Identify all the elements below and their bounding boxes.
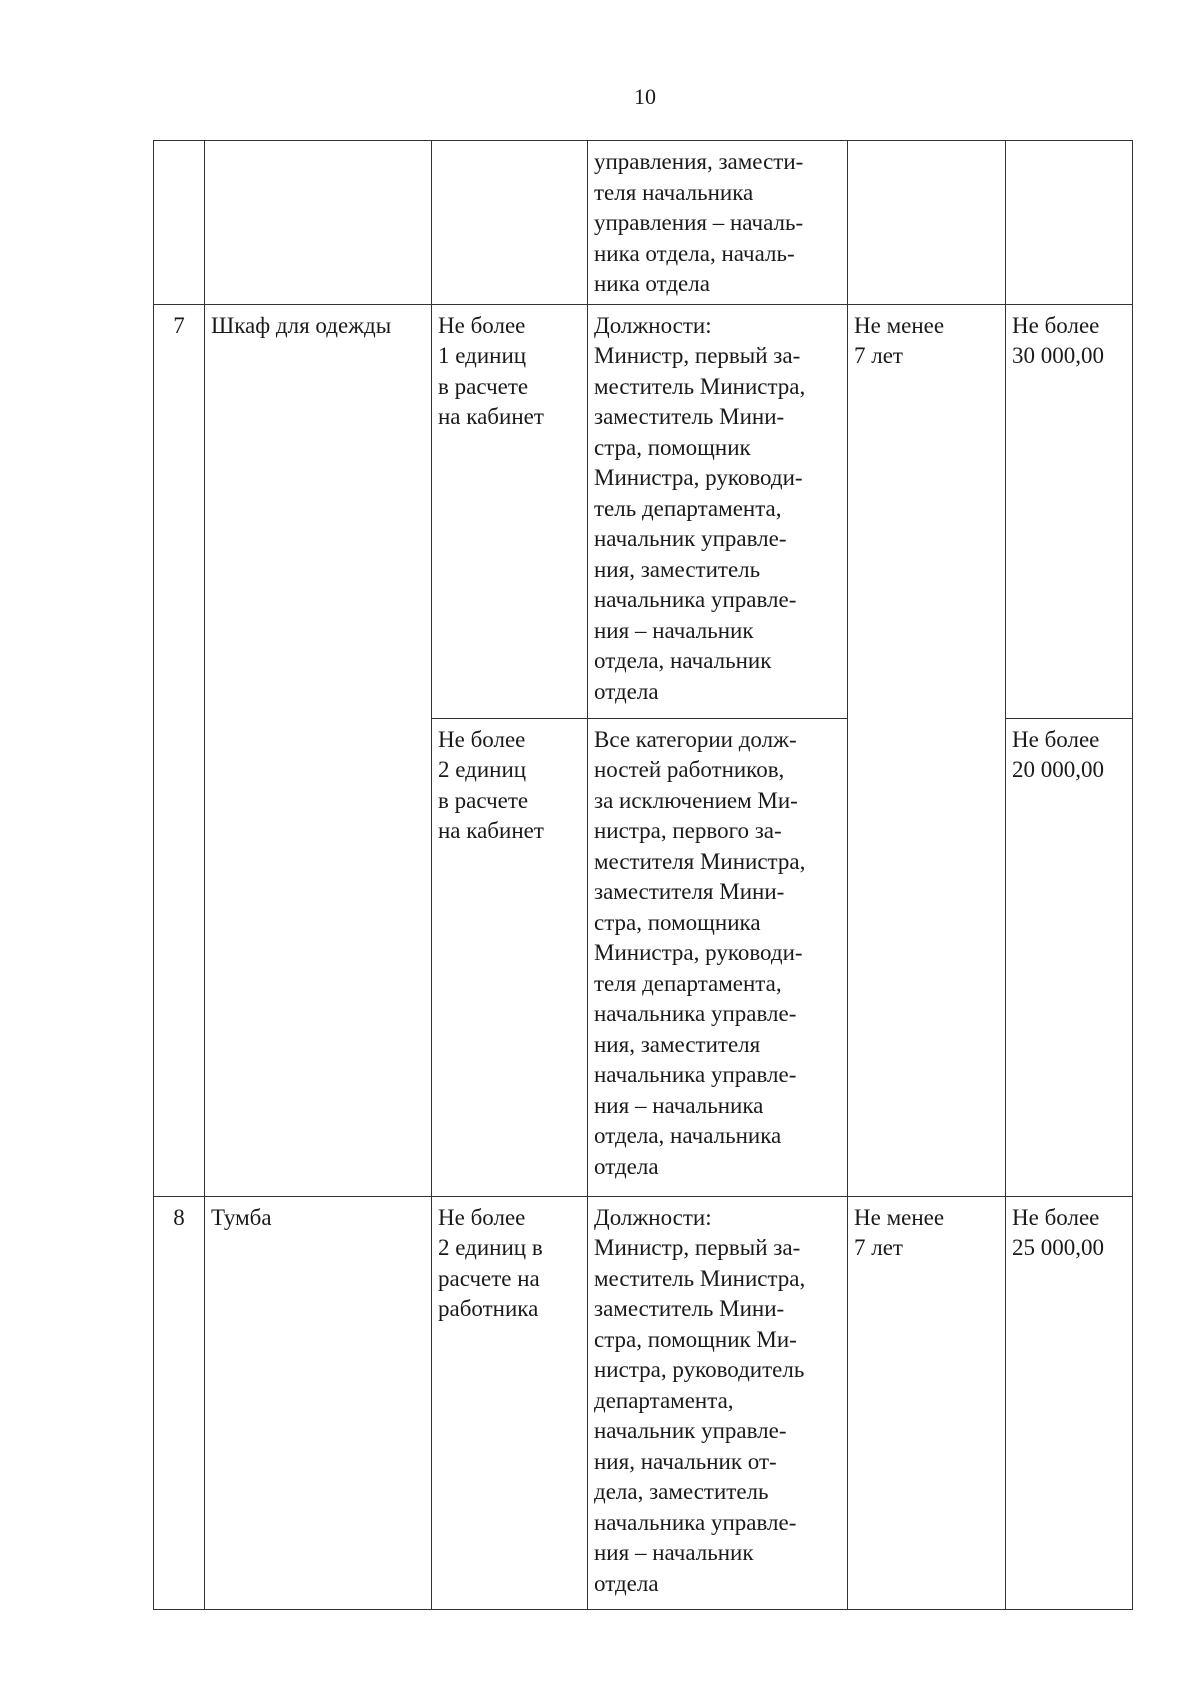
- cell-quantity: [432, 141, 588, 305]
- table-row-continuation: [154, 141, 1133, 305]
- cell-positions: Все категории долж- ностей работников, за исключением Ми- нистра, первого за- местителя Министра, заместителя Мини- стра, помощника Министра, руководи- теля департамента, начальника управле- ния, заместителя начальника управле- ния – начальника отдела, начальника отдела: [588, 718, 848, 1196]
- page-number: 10: [634, 84, 656, 109]
- cell-price: [1006, 141, 1133, 305]
- cell-quantity: Не более 2 единиц в расчете на кабинет: [432, 718, 588, 1196]
- cell-number: 8: [154, 1196, 205, 1609]
- cell-price: Не более 25 000,00: [1006, 1196, 1133, 1609]
- cell-name: Тумба: [205, 1196, 432, 1609]
- cell-quantity: Не более 2 единиц в расчете на работника: [432, 1196, 588, 1609]
- cell-term: [848, 141, 1006, 305]
- cell-name: [205, 141, 432, 305]
- norms-table: [153, 140, 1133, 1610]
- table-row-item-7: [154, 304, 1133, 718]
- cell-number: 7: [154, 304, 205, 1196]
- cell-positions: Должности: Министр, первый за- меститель Министра, заместитель Мини- стра, помощник Министра, руководи- тель департамента, начальник управле- ния, заместитель начальника управле- ния – начальник отдела, начальник отдела: [588, 304, 848, 718]
- table-row-item-8: [154, 1196, 1133, 1609]
- cell-term: Не менее 7 лет: [848, 1196, 1006, 1609]
- cell-quantity: Не более 1 единиц в расчете на кабинет: [432, 304, 588, 718]
- cell-number: [154, 141, 205, 305]
- cell-price: Не более 20 000,00: [1006, 718, 1133, 1196]
- cell-name: Шкаф для одежды: [205, 304, 432, 1196]
- cell-positions: Должности: Министр, первый за- меститель Министра, заместитель Мини- стра, помощник Ми- нистра, руководитель департамента, начальник управле- ния, начальник от- дела, заместитель начальника управле- ния – начальник отдела: [588, 1196, 848, 1609]
- cell-price: Не более 30 000,00: [1006, 304, 1133, 718]
- cell-term: Не менее 7 лет: [848, 304, 1006, 1196]
- cell-positions: управления, замести- теля начальника управления – началь- ника отдела, началь- ника отдела: [588, 141, 848, 305]
